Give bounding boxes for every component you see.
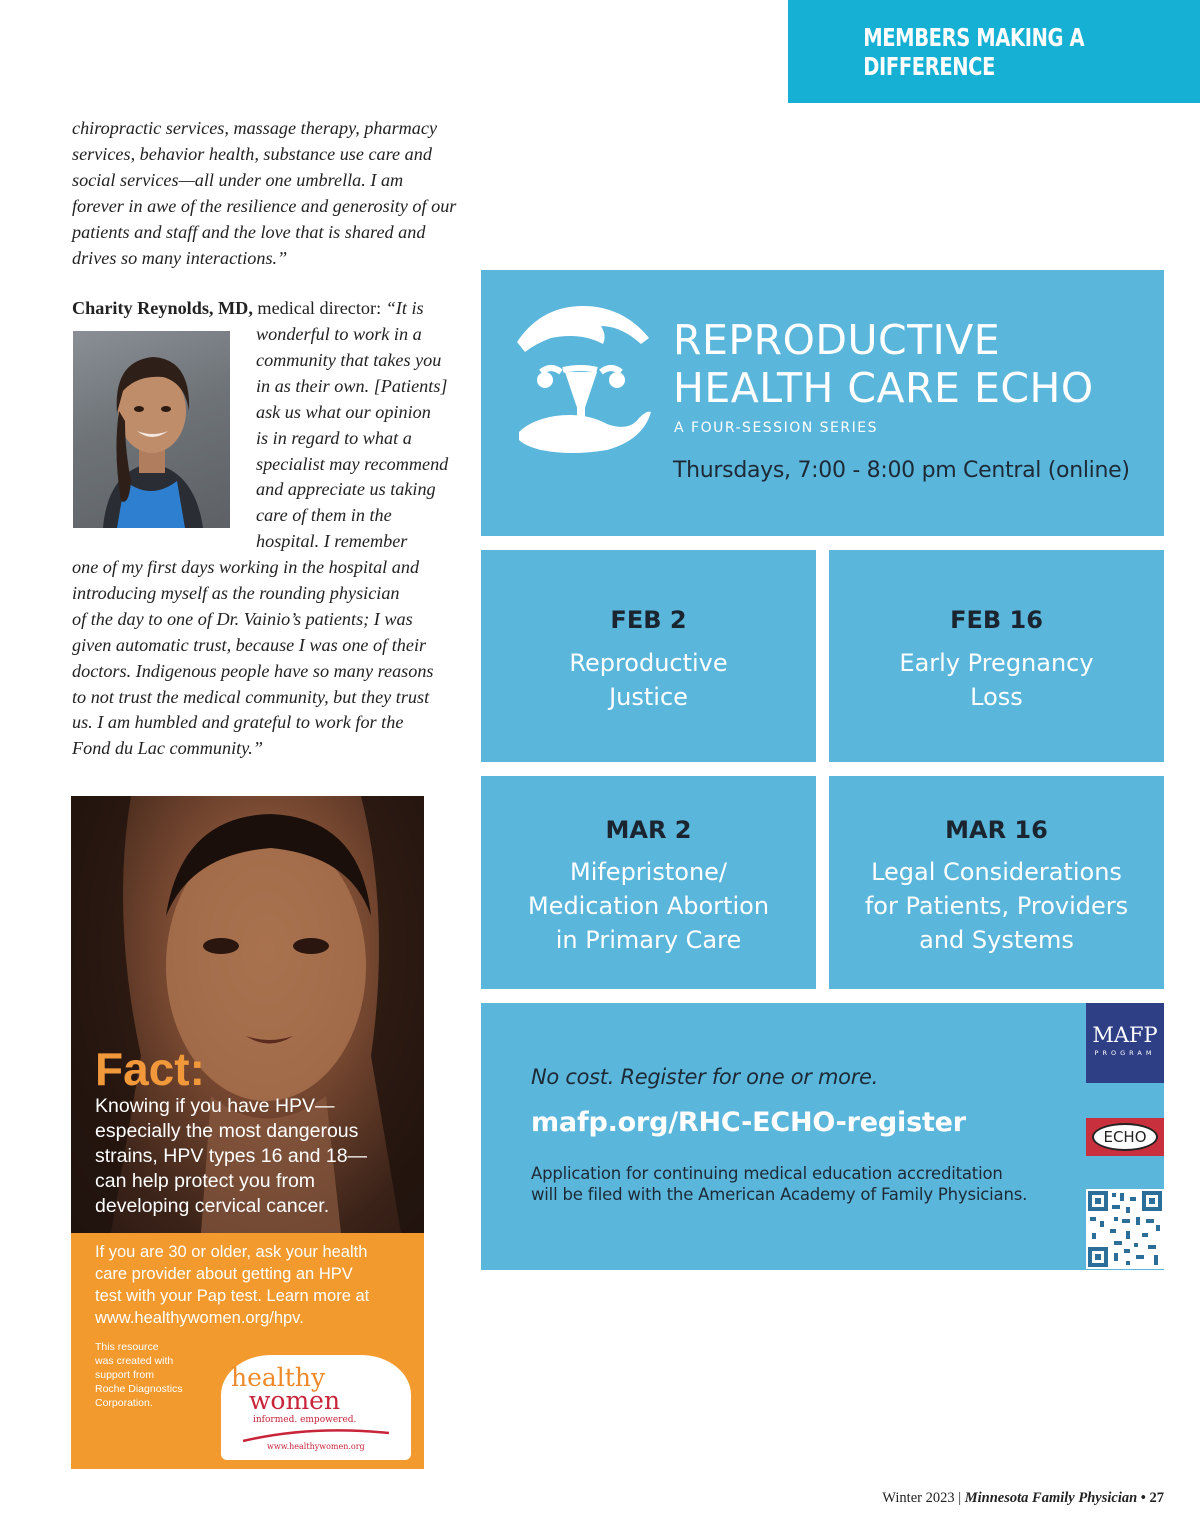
ad-support-note: This resource was created with support from Roche Diagnostics Corporation. (95, 1341, 183, 1409)
echo-schedule-time: Thursdays, 7:00 - 8:00 pm Central (online) (673, 458, 1130, 483)
footer-separator: | (958, 1490, 962, 1506)
registration-link[interactable]: mafp.org/RHC-ECHO-register (531, 1107, 966, 1138)
text-line: hospital. I remember (256, 531, 408, 552)
session-date: MAR 16 (945, 816, 1048, 844)
ad-body-text: Knowing if you have HPV— especially the most dangerous strains, HPV types 16 and 18— can help protect you from developing cervical cancer. (95, 1095, 368, 1217)
text-line: to not trust the medical community, but they trust (72, 686, 430, 707)
text-line: and appreciate us taking (256, 479, 436, 500)
echo-title: REPRODUCTIVE HEALTH CARE ECHO (673, 316, 1094, 412)
text-line: given automatic trust, because I was one of their (72, 634, 427, 655)
text-line: doctors. Indigenous people have so many reasons (72, 660, 434, 681)
text-line: specialist may recommend (256, 453, 449, 474)
portrait-illustration (73, 331, 230, 528)
session-date: MAR 2 (605, 816, 692, 844)
session-card (829, 550, 1164, 762)
charity-reynolds-intro (72, 296, 462, 322)
text-line: social services—all under one umbrella. I am (72, 169, 404, 190)
text-line: one of my first days working in the hospital and (72, 557, 420, 577)
text-line: Fond du Lac community.” (72, 738, 263, 759)
healthy-women-logo (221, 1355, 411, 1460)
text-line: patients and staff and the love that is shared and (72, 221, 426, 242)
text-line: services, behavior health, substance use care and (72, 143, 432, 164)
page-footer (882, 1490, 1164, 1507)
page-number: 27 (1149, 1490, 1164, 1506)
text-line: in as their own. [Patients] (256, 375, 448, 396)
mafp-logo (1086, 1003, 1164, 1083)
echo-logo-text: ECHO (1092, 1123, 1158, 1151)
session-topic: Legal Considerations for Patients, Providers and Systems (864, 858, 1129, 954)
no-cost-text: No cost. Register for one or more. (531, 1065, 879, 1089)
session-topic: Mifepristone/ Medication Abortion in Primary Care (527, 858, 770, 954)
session-card (829, 776, 1164, 989)
logo-url: www.healthywomen.org (267, 1442, 365, 1451)
session-date: FEB 16 (950, 606, 1043, 634)
session-card (481, 550, 816, 762)
issue-season: Winter 2023 (882, 1490, 955, 1506)
session-topic: Early Pregnancy Loss (899, 649, 1094, 711)
article-paragraph-2 (72, 555, 472, 762)
ad-call-to-action: If you are 30 or older, ask your health care provider about getting an HPV test with your Pap test. Learn more at www.healthywomen.org/hpv. (95, 1243, 370, 1327)
quote-wrapped-text (256, 322, 471, 555)
section-title: MEMBERS MAKING A DIFFERENCE (863, 22, 1085, 81)
text-line: is in regard to what a (256, 427, 412, 448)
logo-tagline: informed. empowered. (253, 1415, 357, 1425)
echo-registration-panel (481, 1003, 1164, 1270)
speaker-role: medical director: (252, 298, 386, 318)
mafp-logo-subtext: PROGRAM (1094, 1049, 1156, 1057)
publication-name: Minnesota Family Physician (964, 1490, 1138, 1506)
text-line: us. I am humbled and grateful to work for the (72, 712, 404, 733)
session-date: FEB 2 (610, 606, 687, 634)
session-card (481, 776, 816, 989)
speaker-name: Charity Reynolds, MD, (72, 298, 253, 318)
project-echo-logo (1086, 1118, 1164, 1156)
echo-header-panel (481, 270, 1164, 536)
hpv-advertisement (71, 796, 424, 1469)
session-topic: Reproductive Justice (569, 649, 728, 711)
logo-text-healthy: healthy (231, 1363, 326, 1392)
text-line: drives so many interactions.” (72, 247, 288, 268)
charity-reynolds-photo (73, 331, 230, 528)
mafp-logo-text: MAFP (1092, 1023, 1158, 1047)
text-line: wonderful to work in a (256, 324, 422, 344)
text-line: chiropractic services, massage therapy, pharmacy (72, 118, 438, 138)
text-line: community that takes you (256, 349, 442, 370)
logo-swoosh-icon (241, 1427, 391, 1443)
cme-note: Application for continuing medical education accreditation will be filed with the American Academy of Family Physicians. (531, 1164, 1028, 1204)
section-header-tab (788, 0, 1200, 103)
text-line: introducing myself as the rounding physician (72, 582, 400, 603)
ad-fact-heading: Fact: (95, 1043, 205, 1095)
text-line: of the day to one of Dr. Vainio’s patients; I was (72, 608, 413, 629)
text-line: forever in awe of the resilience and generosity of our (72, 195, 457, 216)
logo-text-women: women (249, 1386, 341, 1415)
qr-code-icon[interactable] (1086, 1189, 1164, 1269)
quote-start: “It is (385, 298, 424, 318)
echo-subtitle: A FOUR-SESSION SERIES (674, 420, 878, 436)
article-paragraph-1 (72, 116, 472, 271)
text-line: ask us what our opinion (256, 401, 431, 422)
hands-uterus-icon (511, 300, 651, 460)
ad-orange-panel (71, 1233, 424, 1469)
footer-bullet: • (1140, 1490, 1146, 1506)
text-line: care of them in the (256, 505, 392, 526)
